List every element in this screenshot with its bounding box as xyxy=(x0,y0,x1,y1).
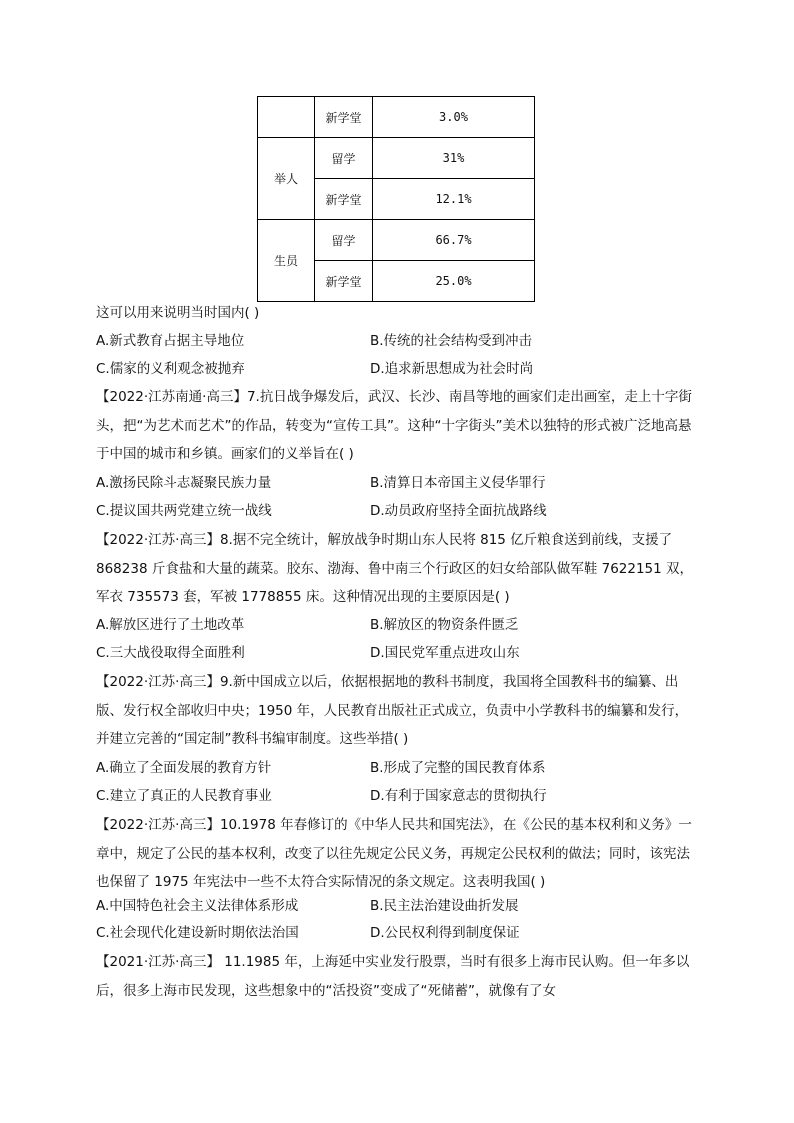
q9-option-a: A.确立了全面发展的教育方针 xyxy=(96,760,272,776)
table-cell-value: 25.0% xyxy=(373,261,535,302)
table-cell-group xyxy=(258,97,315,138)
q9-option-d: D.有利于国家意志的贯彻执行 xyxy=(370,788,547,804)
table-cell-group: 举人 xyxy=(258,138,315,220)
table-cell-value: 12.1% xyxy=(373,179,535,220)
q10-option-b: B.民主法治建设曲折发展 xyxy=(370,898,519,914)
question-10 xyxy=(96,811,698,897)
question-stem: 11.1985 年，上海延中实业发行股票，当时有很多上海市民认购。但一年多以后，很多上海市民发现，这些想象中的“活投资”变成了“死储蓄”，就像有了女 xyxy=(96,954,690,999)
table-cell-type: 新学堂 xyxy=(315,261,373,302)
table-cell-value: 3.0% xyxy=(373,97,535,138)
q10-option-a: A.中国特色社会主义法律体系形成 xyxy=(96,898,299,914)
q7-option-c: C.提议国共两党建立统一战线 xyxy=(96,503,272,519)
table-row xyxy=(258,220,535,261)
q10-option-d: D.公民权利得到制度保证 xyxy=(370,925,520,941)
question-11 xyxy=(96,948,698,1005)
q6-option-b: B.传统的社会结构受到冲击 xyxy=(370,333,533,349)
question-6-stem: 这可以用来说明当时国内( ) xyxy=(96,305,260,321)
q6-option-d: D.追求新思想成为社会时尚 xyxy=(370,361,534,377)
table-cell-type: 新学堂 xyxy=(315,179,373,220)
question-source-tag: 【2022·江苏南通·高三】 xyxy=(96,389,247,405)
q7-option-b: B.清算日本帝国主义侵华罪行 xyxy=(370,475,546,491)
q7-option-a: A.激扬民除斗志凝聚民族力量 xyxy=(96,475,272,491)
table-cell-value: 66.7% xyxy=(373,220,535,261)
table-cell-group: 生员 xyxy=(258,220,315,302)
question-7 xyxy=(96,383,698,469)
table-row xyxy=(258,138,535,179)
q6-option-c: C.儒家的义利观念被抛弃 xyxy=(96,361,245,377)
table-cell-type: 新学堂 xyxy=(315,97,373,138)
question-stem: 7.抗日战争爆发后，武汉、长沙、南昌等地的画家们走出画室，走上十字街头，把“为艺术而艺术”的作品，转变为“宣传工具”。这种“十字街头”美术以独特的形式被广泛地高悬于中国的城市和乡镇。画家们的义举旨在( ) xyxy=(96,389,692,462)
question-stem: 10.1978 年春修订的《中华人民共和国宪法》，在《公民的基本权利和义务》一章中，规定了公民的基本权利，改变了以往先规定公民义务，再规定公民权利的做法；同时，该宪法也保留了 1975 年宪法中一些不太符合实际情况的条文规定。这表明我国( ) xyxy=(96,817,692,890)
table-cell-type: 留学 xyxy=(315,138,373,179)
data-table xyxy=(257,96,535,302)
q8-option-c: C.三大战役取得全面胜利 xyxy=(96,645,245,661)
table-cell-type: 留学 xyxy=(315,220,373,261)
question-source-tag: 【2022·江苏·高三】 xyxy=(96,532,220,548)
q6-option-a: A.新式教育占据主导地位 xyxy=(96,333,245,349)
q8-option-a: A.解放区进行了土地改革 xyxy=(96,617,245,633)
q10-option-c: C.社会现代化建设新时期依法治国 xyxy=(96,925,299,941)
q9-option-c: C.建立了真正的人民教育事业 xyxy=(96,788,272,804)
q8-option-d: D.国民党军重点进攻山东 xyxy=(370,645,520,661)
question-source-tag: 【2022·江苏·高三】 xyxy=(96,817,220,833)
question-source-tag: 【2022·江苏·高三】 xyxy=(96,674,220,690)
table-cell-value: 31% xyxy=(373,138,535,179)
q7-option-d: D.动员政府坚持全面抗战路线 xyxy=(370,503,547,519)
table-row xyxy=(258,97,535,138)
question-9 xyxy=(96,668,698,754)
question-source-tag: 【2021·江苏·高三】 xyxy=(96,954,220,970)
q8-option-b: B.解放区的物资条件匮乏 xyxy=(370,617,519,633)
q9-option-b: B.形成了完整的国民教育体系 xyxy=(370,760,546,776)
question-8 xyxy=(96,526,698,612)
question-stem: 9.新中国成立以后，依据根据地的教科书制度，我国将全国教科书的编纂、出版、发行权全部收归中央；1950 年，人民教育出版社正式成立，负责中小学教科书的编纂和发行，并建立完善的“国定制”教科书编审制度。这些举措( ) xyxy=(96,674,689,747)
question-stem: 8.据不完全统计，解放战争时期山东人民将 815 亿斤粮食送到前线，支援了 868238 斤食盐和大量的蔬菜。胶东、渤海、鲁中南三个行政区的妇女给部队做军鞋 7622151 双，军衣 735573 套，军被 1778855 床。这种情况出现的主要原因是( ) xyxy=(96,532,694,605)
